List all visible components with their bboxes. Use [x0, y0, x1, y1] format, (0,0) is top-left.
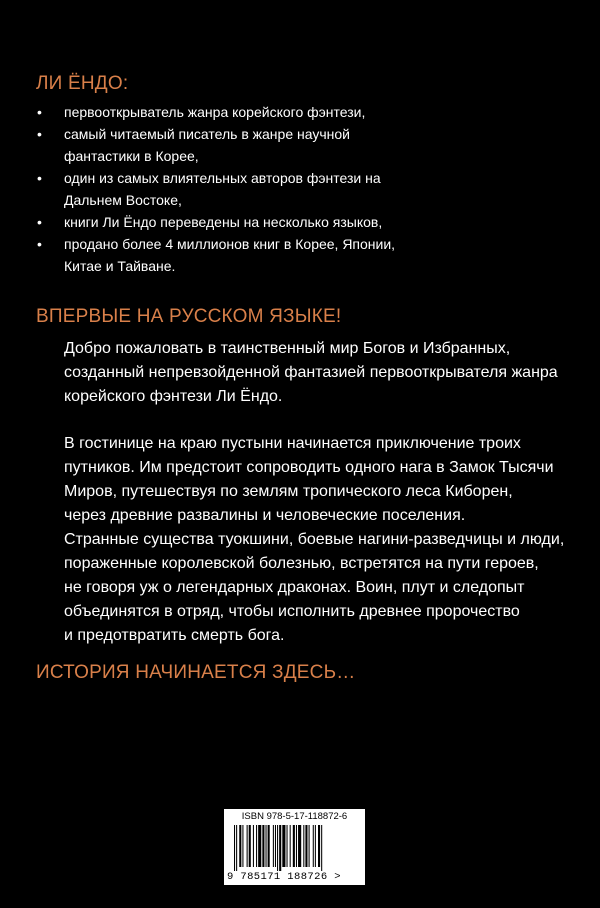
barcode-bar [290, 825, 291, 867]
paragraph-line: Странные существа туокшини, боевые нагини-разведчицы и люди, [64, 531, 565, 548]
barcode-bar [249, 825, 251, 867]
list-item-text: один из самых влиятельных авторов фэнтези на [64, 170, 381, 186]
isbn-label: ISBN 978-5-17-118872-6 [241, 811, 348, 822]
barcode-bar [268, 825, 270, 867]
bullet-marker: • [37, 170, 42, 186]
barcode-digits: 9 785171 188726 > [227, 871, 341, 883]
list-item-text: первооткрыватель жанра корейского фэнтези, [64, 104, 366, 120]
paragraph-line: объединятся в отряд, чтобы исполнить древнее пророчество [64, 603, 520, 620]
barcode-bar [266, 825, 267, 867]
barcode-bar [282, 825, 285, 867]
isbn-barcode [224, 809, 365, 885]
promo-headline: ВПЕРВЫЕ НА РУССКОМ ЯЗЫКЕ! [36, 306, 342, 327]
author-heading: ЛИ ЁНДО: [36, 73, 129, 94]
paragraph-line: путников. Им предстоит сопроводить одного нага в Замок Тысячи [64, 459, 554, 476]
bullet-marker: • [37, 126, 42, 142]
barcode-bar [279, 825, 281, 871]
barcode-bar [258, 825, 261, 867]
bullet-marker: • [37, 236, 42, 252]
paragraph-line: не говоря уж о легендарных драконах. Воин, плут и следопыт [64, 579, 525, 596]
list-item [36, 211, 456, 233]
paragraph-line: пораженные королевской болезнью, встретятся на пути героев, [64, 555, 539, 572]
paragraph-line: корейского фэнтези Ли Ёндо. [64, 388, 283, 405]
barcode-bar [287, 825, 288, 867]
paragraph-line: Миров, путешествуя по землям тропического леса Киборен, [64, 483, 513, 500]
barcode-bar [318, 825, 320, 867]
barcode-bar [275, 825, 276, 867]
barcode-bar [293, 825, 295, 867]
list-item [36, 123, 456, 167]
barcode-bar [315, 825, 316, 867]
paragraph-line: созданный непревзойденной фантазией первооткрывателя жанра [64, 364, 558, 381]
barcode-bar [298, 825, 301, 867]
barcode-bar [253, 825, 254, 867]
barcode-bar [256, 825, 257, 867]
list-item [36, 167, 456, 211]
barcode-bar [242, 825, 243, 867]
list-item-text: книги Ли Ёндо переведены на несколько языков, [64, 214, 383, 230]
barcode-bar [262, 825, 264, 867]
barcode-bar [296, 825, 297, 867]
paragraph-line: через древние развалины и человеческие поселения. [64, 507, 466, 524]
barcode-bar [303, 825, 304, 867]
list-item-text: фантастики в Корее, [64, 148, 199, 164]
intro-paragraph [64, 337, 564, 409]
barcode-bar [313, 825, 314, 867]
list-item-text: Дальнем Востоке, [64, 192, 182, 208]
barcode-bars [232, 825, 357, 871]
closing-headline: ИСТОРИЯ НАЧИНАЕТСЯ ЗДЕСЬ… [36, 662, 356, 683]
barcode-bar [247, 825, 248, 867]
list-item-text: продано более 4 миллионов книг в Корее, Японии, [64, 236, 396, 252]
bullet-marker: • [37, 214, 42, 230]
list-item [36, 101, 456, 123]
barcode-bar [305, 825, 307, 867]
barcode-bar [273, 825, 274, 867]
synopsis-paragraph [64, 432, 564, 648]
author-achievements-list [36, 101, 456, 277]
barcode-bar [239, 825, 241, 867]
barcode-bar [236, 825, 237, 871]
barcode-bar [277, 825, 278, 871]
paragraph-line: В гостинице на краю пустыни начинается приключение троих [64, 435, 521, 452]
barcode-bar [321, 825, 322, 871]
barcode-bar [309, 825, 310, 867]
list-item-text: самый читаемый писатель в жанре научной [64, 126, 350, 142]
paragraph-line: Добро пожаловать в таинственный мир Богов и Избранных, [64, 340, 511, 357]
paragraph-line: и предотвратить смерть бога. [64, 627, 285, 644]
list-item-text: Китае и Тайване. [64, 258, 176, 274]
barcode-bar [234, 825, 235, 871]
bullet-marker: • [37, 104, 42, 120]
list-item [36, 233, 456, 277]
